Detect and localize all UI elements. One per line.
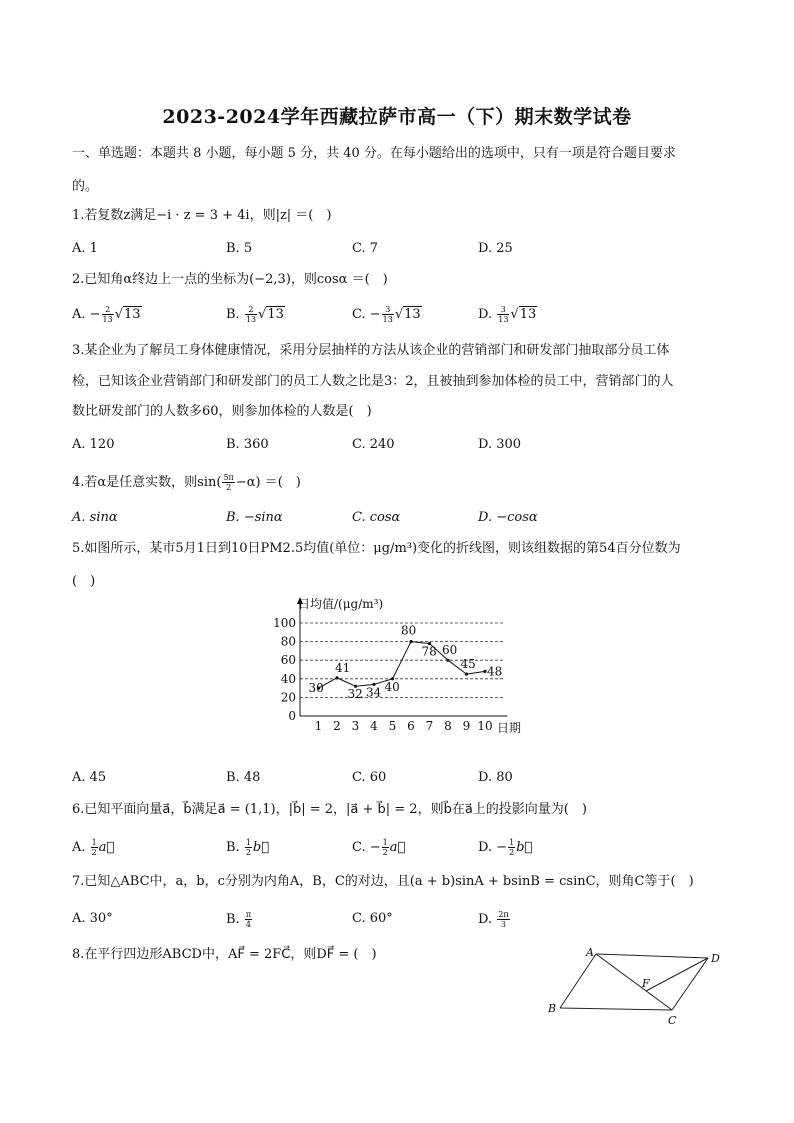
x-tick-label: 3: [351, 719, 360, 733]
question-3-option-b: B. 360: [226, 437, 269, 452]
edge-ad: [596, 954, 708, 958]
data-label: 41: [335, 660, 351, 675]
fraction-numerator: π: [245, 910, 252, 919]
y-tick-label: 60: [280, 653, 296, 668]
radicand: 13: [124, 307, 141, 322]
edge-dc: [672, 958, 708, 1010]
question-1-stem: 1.若复数z满足−i · z = 3 + 4i，则|z| ＝( ): [72, 208, 332, 223]
question-2-option-c: [352, 305, 422, 324]
option-prefix: D. −: [478, 840, 508, 855]
data-point: [446, 659, 449, 662]
question-5-option-a: A. 45: [72, 770, 107, 785]
question-6-stem: 6.已知平面向量a⃗，b⃗满足a⃗ = (1,1)，|b⃗| = 2，|a⃗ + b⃗| = 2，则b⃗在a⃗上的投影向量为( ): [72, 802, 587, 817]
square-root: √13: [394, 307, 421, 322]
point-label-a: A: [586, 946, 594, 959]
fraction-denominator: 13: [102, 315, 113, 324]
fraction: [222, 473, 234, 492]
fraction-numerator: 1: [382, 838, 388, 847]
square-root: √13: [114, 307, 141, 322]
fraction-numerator: 1: [91, 838, 97, 847]
x-tick-label: 9: [462, 719, 471, 733]
point-label-d: D: [711, 952, 720, 965]
fraction: [497, 910, 509, 929]
fraction: [508, 838, 515, 857]
fraction-denominator: 2: [382, 848, 388, 857]
question-7-option-d: [478, 910, 511, 929]
question-1-option-d: D. 25: [478, 241, 513, 256]
question-1-option-a: A. 1: [72, 241, 98, 256]
vector-a: a⃗: [389, 840, 406, 855]
fraction: [382, 305, 394, 324]
data-point: [465, 673, 468, 676]
option-prefix: A.: [72, 840, 90, 855]
question-6-option-b: [226, 838, 269, 857]
question-1-option-b: B. 5: [226, 241, 253, 256]
question-3-line3: 数比研发部门的人数多60，则参加体检的人数是( ): [72, 404, 372, 419]
question-4-option-c: C. cosα: [352, 510, 401, 525]
question-3-option-c: C. 240: [352, 437, 395, 452]
question-2-option-b: [226, 305, 285, 324]
fraction-numerator: 3: [497, 305, 509, 315]
fraction-denominator: 4: [245, 920, 251, 929]
x-tick-label: 4: [370, 719, 378, 733]
square-root: √13: [510, 307, 537, 322]
data-point: [409, 640, 412, 643]
point-label-b: B: [548, 1002, 557, 1015]
fraction: [91, 838, 98, 857]
option-prefix: D.: [478, 912, 497, 927]
question-3-option-a: A. 120: [72, 437, 115, 452]
diagonal-ac: [596, 954, 672, 1010]
data-label: 40: [384, 679, 400, 694]
fraction-numerator: 5π: [223, 473, 234, 482]
section-instructions-line1: 一、单选题：本题共 8 小题，每小题 5 分，共 40 分。在每小题给出的选项中，只有一项是符合题目要求: [72, 146, 676, 161]
fraction: [245, 305, 257, 324]
question-4-stem: [72, 473, 301, 492]
x-tick-label: 2: [333, 719, 341, 733]
fraction-numerator: 1: [245, 838, 251, 847]
vector-a: a⃗: [98, 840, 115, 855]
fraction-numerator: 2: [102, 305, 114, 315]
data-label: 80: [401, 623, 417, 638]
fraction: [245, 838, 252, 857]
option-prefix: A. −: [72, 307, 101, 322]
question-2-option-a: [72, 305, 142, 324]
data-point: [335, 676, 338, 679]
option-prefix: D.: [478, 307, 497, 322]
question-2-option-d: [478, 305, 537, 324]
fraction-denominator: 3: [500, 920, 506, 929]
y-tick-label: 20: [280, 690, 296, 705]
fraction-denominator: 2: [91, 848, 97, 857]
question-7-option-b: [226, 910, 253, 929]
fraction-numerator: 3: [382, 305, 394, 315]
question-5-line2: ( ): [72, 574, 96, 589]
x-tick-label: 10: [477, 719, 493, 733]
option-prefix: C. −: [352, 307, 381, 322]
data-label: 48: [487, 664, 503, 679]
data-label: 34: [366, 685, 382, 700]
fraction-denominator: 2: [245, 848, 251, 857]
question-5-option-d: D. 80: [478, 770, 513, 785]
vector-b: b⃗: [516, 840, 533, 855]
data-label: 30: [308, 681, 324, 696]
edge-ab: [560, 954, 596, 1008]
edge-bc: [560, 1008, 672, 1010]
data-label: 60: [442, 643, 458, 658]
option-prefix: C. −: [352, 840, 381, 855]
question-5-line1: 5.如图所示，某市5月1日到10日PM2.5均值(单位：μg/m³)变化的折线图，则该组数据的第54百分位数为: [72, 541, 681, 556]
y-axis-label: 日均值/(μg/m³): [298, 597, 384, 611]
question-7-stem: 7.已知△ABC中，a，b，c分别为内角A，B，C的对边，且(a + b)sinA + bsinB = csinC，则角C等于( ): [72, 874, 694, 889]
fraction-denominator: 13: [498, 315, 509, 324]
x-tick-label: 8: [444, 719, 452, 733]
segment-df: [646, 958, 708, 991]
fraction-denominator: 13: [245, 315, 257, 324]
question-7-option-a: A. 30°: [72, 911, 113, 926]
fraction: [497, 305, 509, 324]
radicand: 13: [519, 307, 537, 322]
question-5-option-b: B. 48: [226, 770, 261, 785]
section-instructions-line2: 的。: [72, 179, 99, 194]
question-6-option-a: [72, 838, 114, 857]
question-6-option-c: [352, 838, 405, 857]
x-tick-label: 1: [314, 719, 323, 733]
question-6-option-d: [478, 838, 532, 857]
fraction-numerator: 1: [509, 838, 515, 847]
question-4-stem-start: 4.若α是任意实数，则sin(: [72, 475, 222, 490]
page-title: 2023-2024学年西藏拉萨市高一（下）期末数学试卷: [162, 106, 632, 128]
radicand: 13: [267, 307, 284, 322]
option-prefix: B.: [226, 840, 244, 855]
y-tick-label: 40: [280, 671, 296, 686]
y-tick-label: 0: [288, 709, 296, 723]
fraction-numerator: 2π: [498, 910, 509, 919]
fraction-denominator: 13: [382, 315, 393, 324]
square-root: √13: [258, 307, 284, 322]
question-4-option-a: A. sinα: [72, 510, 118, 525]
fraction: [382, 838, 389, 857]
vector-b: b⃗: [252, 840, 270, 855]
question-4-option-d: D. −cosα: [478, 510, 538, 525]
question-4-stem-end: −α) ＝( ): [235, 475, 301, 490]
option-prefix: B.: [226, 912, 244, 927]
x-tick-label: 5: [388, 719, 397, 733]
point-label-f: F: [642, 977, 650, 990]
pm25-line-chart: [262, 592, 532, 742]
fraction-denominator: 2: [226, 483, 232, 492]
y-tick-label: 80: [280, 634, 296, 649]
question-2-stem: 2.已知角α终边上一点的坐标为(−2,3)，则cosα ＝( ): [72, 272, 388, 287]
question-8-stem: 8.在平行四边形ABCD中，AF⃗ = 2FC⃗，则DF⃗ = ( ): [72, 947, 377, 962]
x-tick-label: 7: [425, 719, 434, 733]
y-tick-label: 100: [273, 616, 296, 630]
fraction-numerator: 2: [245, 305, 257, 315]
question-4-option-b: B. −sinα: [226, 510, 283, 525]
fraction: [102, 305, 114, 324]
question-5-option-c: C. 60: [352, 770, 387, 785]
data-label: 32: [347, 687, 363, 702]
question-7-option-c: C. 60°: [352, 911, 393, 926]
question-3-line2: 检，已知该企业营销部门和研发部门的员工人数之比是3：2，且被抽到参加体检的员工中，营销部门的人: [72, 374, 674, 389]
x-axis-label: 日期: [497, 721, 522, 735]
option-prefix: B.: [226, 307, 244, 322]
parallelogram-figure: [540, 946, 730, 1026]
question-1-option-c: C. 7: [352, 241, 379, 256]
x-tick-label: 6: [407, 719, 415, 733]
question-3-line1: 3.某企业为了解员工身体健康情况，采用分层抽样的方法从该企业的营销部门和研发部门抽取部分员工体: [72, 343, 670, 358]
fraction-denominator: 2: [509, 848, 515, 857]
fraction: [245, 910, 252, 929]
point-label-c: C: [668, 1014, 677, 1026]
question-3-option-d: D. 300: [478, 437, 522, 452]
data-label: 45: [460, 657, 476, 672]
radicand: 13: [404, 307, 421, 322]
data-label: 78: [421, 644, 437, 659]
